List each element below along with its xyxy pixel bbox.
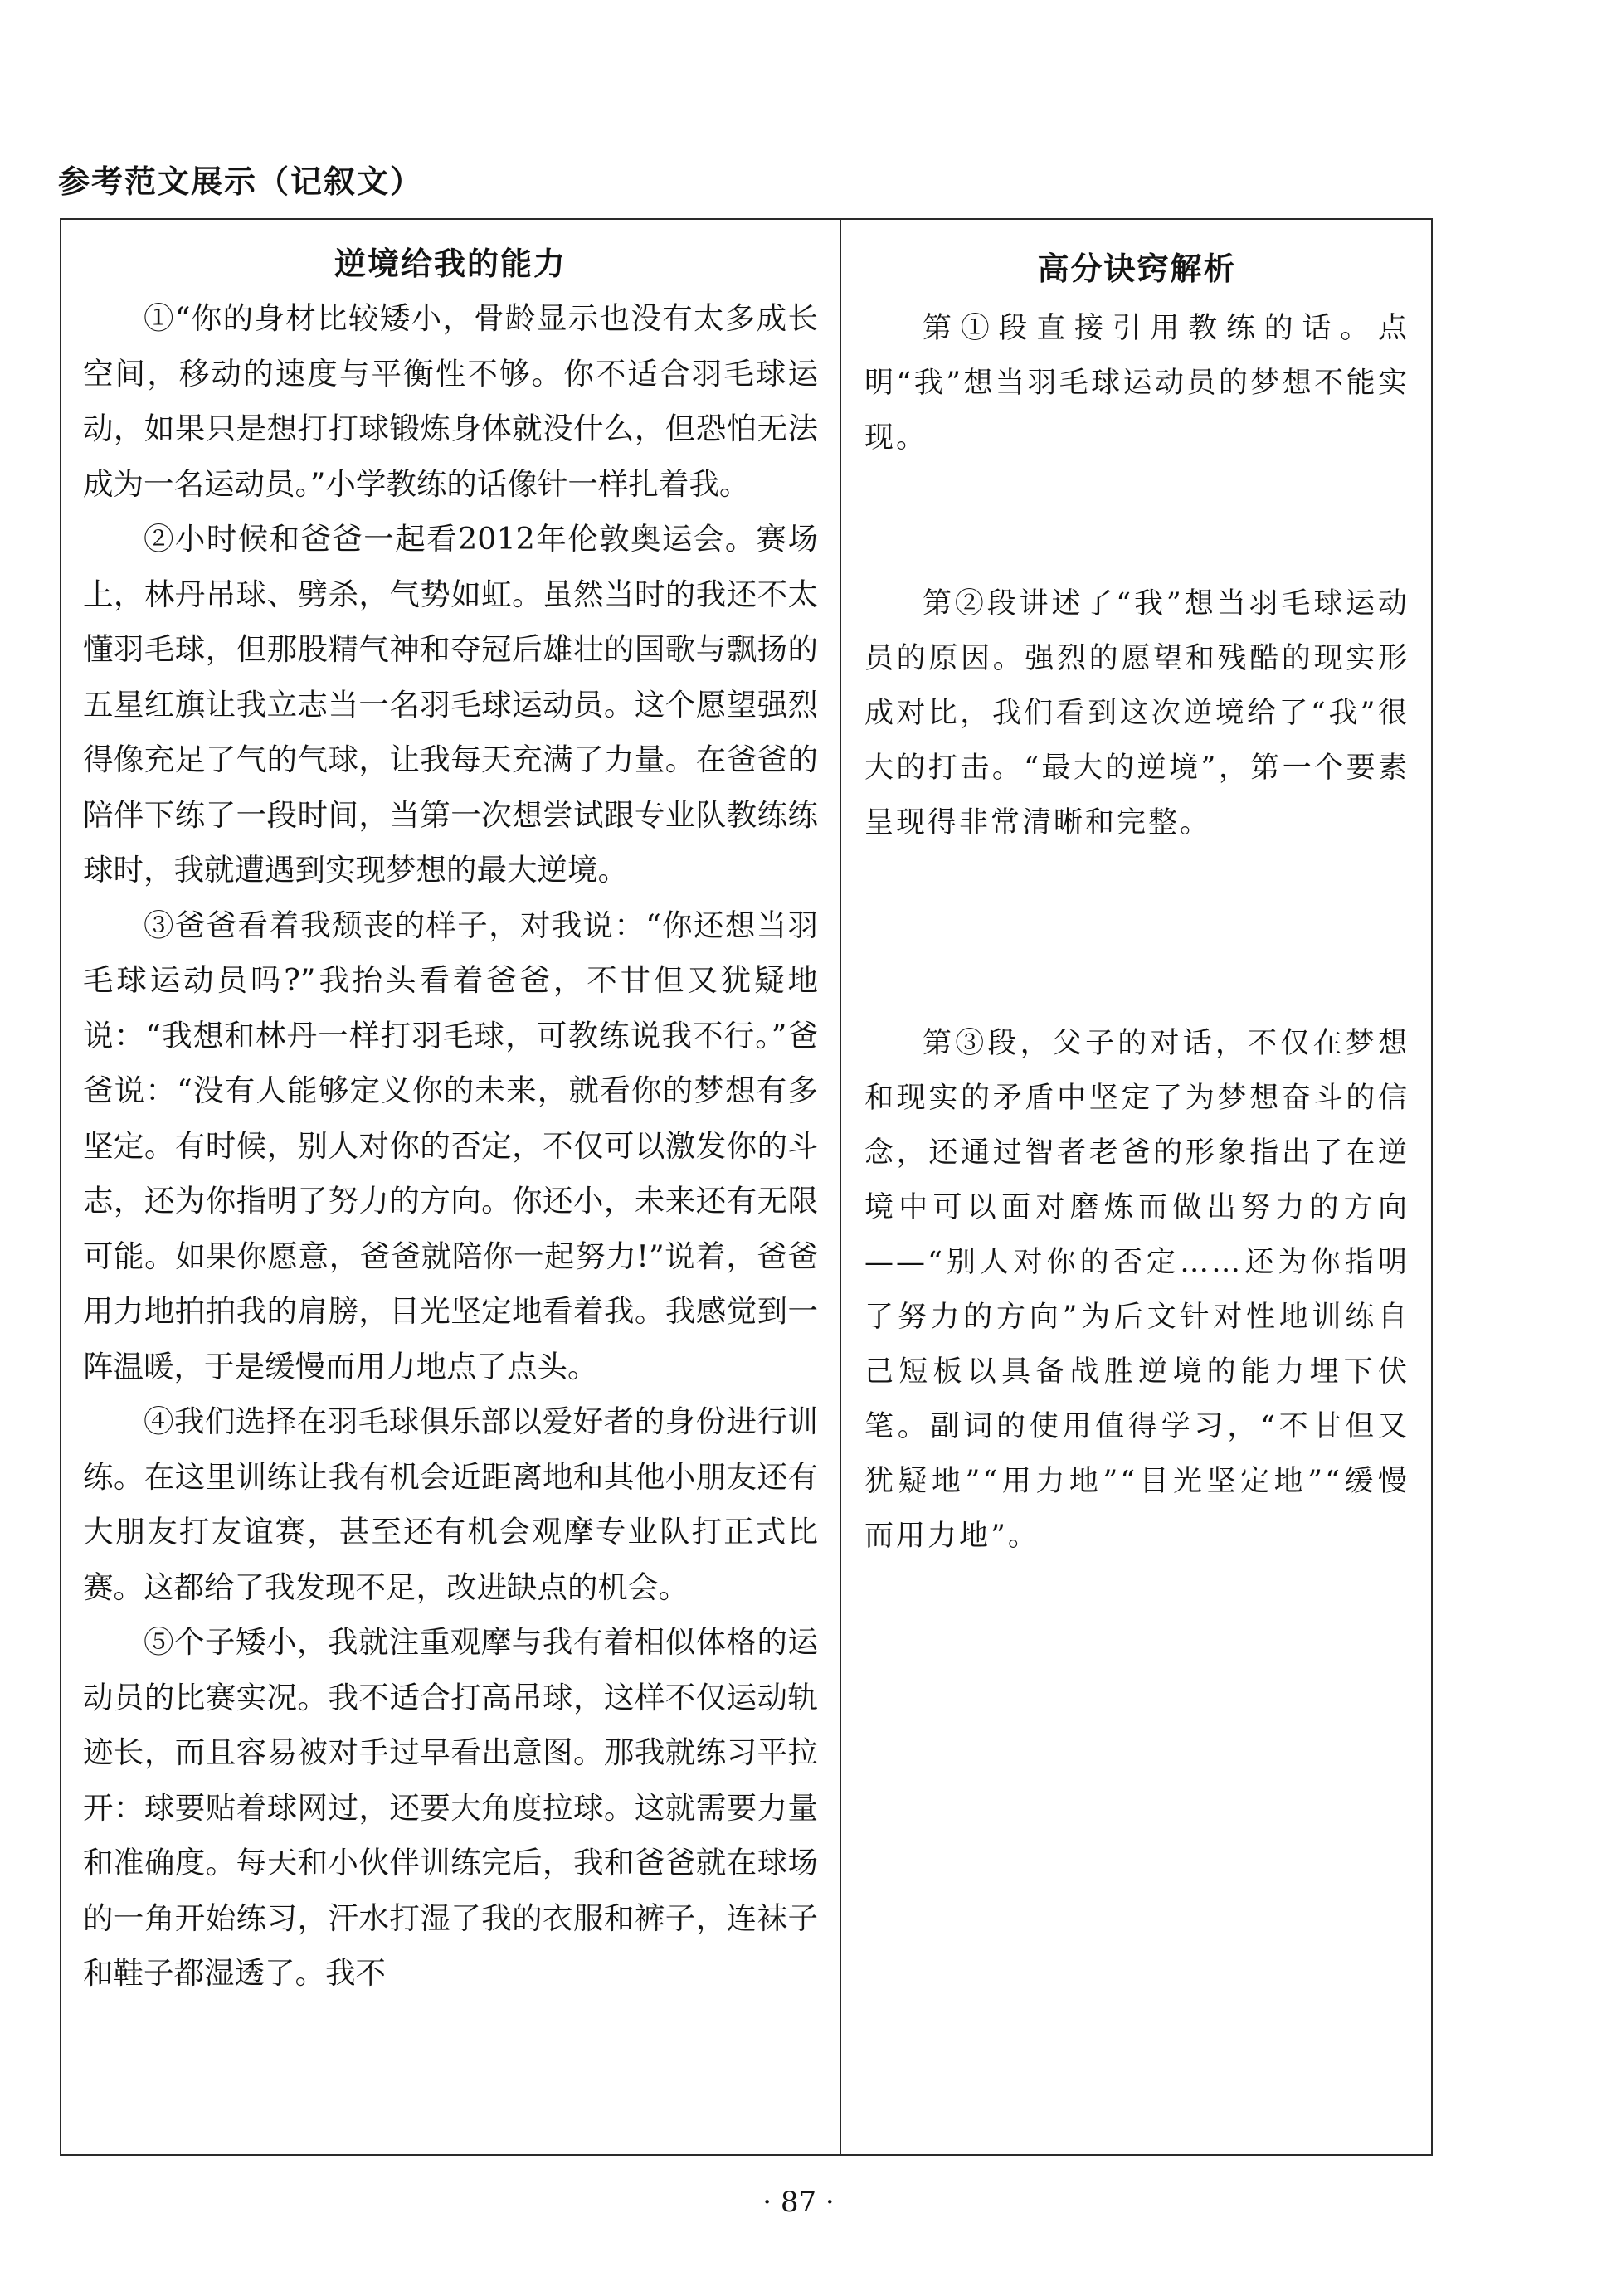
- analysis-note-2: 第②段讲述了“我”想当羽毛球运动员的原因。强烈的愿望和残酷的现实形成对比，我们看到这次逆境给了“我”很大的打击。“最大的逆境”，第一个要素呈现得非常清晰和完整。: [864, 587, 1410, 839]
- essay-title: 逆境给我的能力: [334, 246, 567, 282]
- analysis-column: [841, 220, 1431, 2154]
- essay-paragraph-4: ④我们选择在羽毛球俱乐部以爱好者的身份进行训练。在这里训练让我有机会近距离地和其他小朋友还有大朋友打友谊赛，甚至还有机会观摩专业队打正式比赛。这都给了我发现不足，改进缺点的机会。: [83, 1403, 818, 1605]
- analysis-title: 高分诀窍解析: [1037, 251, 1237, 287]
- essay-column: [61, 220, 840, 2154]
- analysis-note-1: 第①段直接引用教练的话。点明“我”想当羽毛球运动员的梦想不能实现。: [864, 312, 1410, 455]
- essay-paragraph-2: ②小时候和爸爸一起看2012年伦敦奥运会。赛场上，林丹吊球、劈杀，气势如虹。虽然当时的我还不太懂羽毛球，但那股精气神和夺冠后雄壮的国歌与飘扬的五星红旗让我立志当一名羽毛球运动员。这个愿望强烈得像充足了气的气球，让我每天充满了力量。在爸爸的陪伴下练了一段时间，当第一次想尝试跟专业队教练练球时，我就遭遇到实现梦想的最大逆境。: [83, 521, 818, 888]
- essay-paragraph-3: ③爸爸看着我颓丧的样子，对我说：“你还想当羽毛球运动员吗?”我抬头看着爸爸，不甘但又犹疑地说：“我想和林丹一样打羽毛球，可教练说我不行。”爸爸说：“没有人能够定义你的未来，就看你的梦想有多坚定。有时候，别人对你的否定，不仅可以激发你的斗志，还为你指明了努力的方向。你还小，未来还有无限可能。如果你愿意，爸爸就陪你一起努力!”说着，爸爸用力地拍拍我的肩膀，目光坚定地看着我。我感觉到一阵温暖，于是缓慢而用力地点了点头。: [83, 907, 818, 1384]
- analysis-note-3: 第③段，父子的对话，不仅在梦想和现实的矛盾中坚定了为梦想奋斗的信念，还通过智者老爸的形象指出了在逆境中可以面对磨炼而做出努力的方向——“别人对你的否定……还为你指明了努力的方向”为后文针对性地训练自己短板以具备战胜逆境的能力埋下伏笔。副词的使用值得学习，“不甘但又犹疑地”“用力地”“目光坚定地”“缓慢而用力地”。: [864, 1027, 1410, 1553]
- page-number: · 87 ·: [762, 2186, 835, 2219]
- essay-paragraph-1: ①“你的身材比较矮小，骨龄显示也没有太多成长空间，移动的速度与平衡性不够。你不适合羽毛球运动，如果只是想打打球锻炼身体就没什么，但恐怕无法成为一名运动员。”小学教练的话像针一样扎着我。: [83, 300, 818, 502]
- section-title: 参考范文展示（记叙文）: [58, 163, 424, 200]
- essay-table: [60, 218, 1433, 2156]
- essay-paragraph-5: ⑤个子矮小，我就注重观摩与我有着相似体格的运动员的比赛实况。我不适合打高吊球，这样不仅运动轨迹长，而且容易被对手过早看出意图。那我就练习平拉开：球要贴着球网过，还要大角度拉球。这就需要力量和准确度。每天和小伙伴训练完后，我和爸爸就在球场的一角开始练习，汗水打湿了我的衣服和裤子，连袜子和鞋子都湿透了。我不: [83, 1624, 818, 1991]
